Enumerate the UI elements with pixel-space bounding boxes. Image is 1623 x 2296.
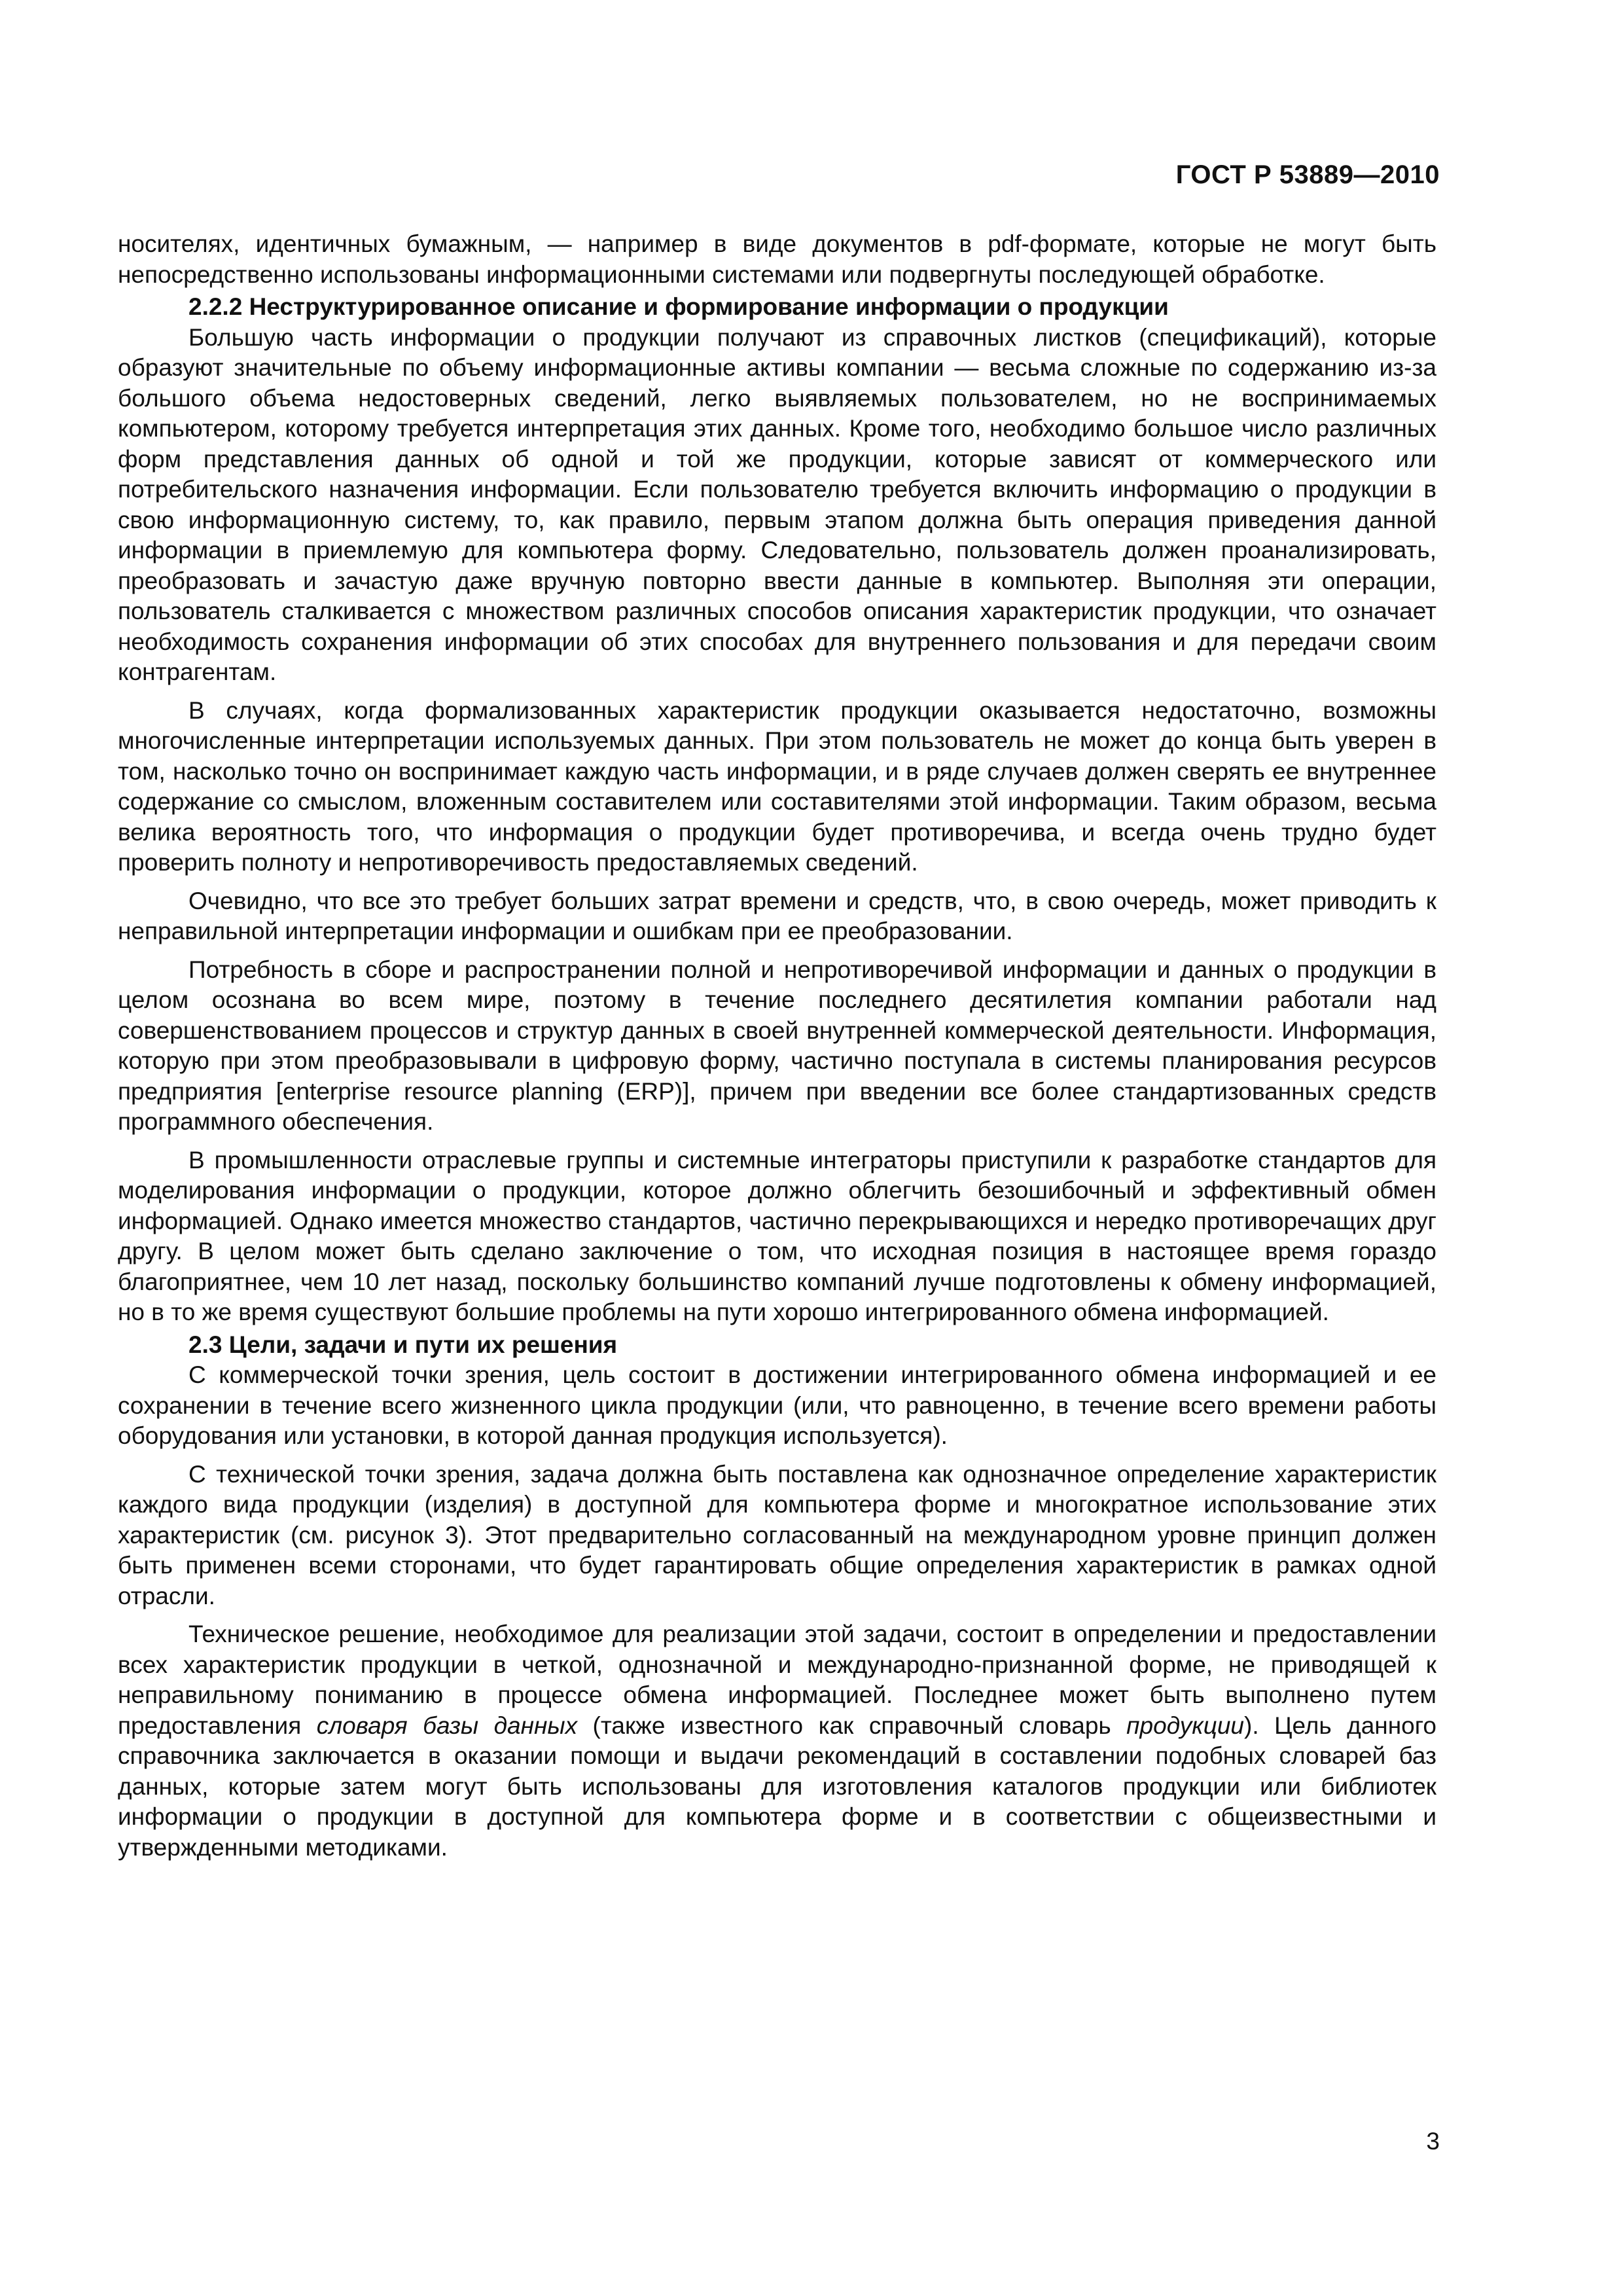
paragraph-text: (также известного как справочный словарь [577, 1712, 1127, 1739]
paragraph: Потребность в сборе и распространении полной и непротиворечивой информации и данных о продукции в целом осознана во всем мире, поэтому в течение последнего десятилетия компании работали над совершенствованием процессов и структур данных в своей внутренней коммерческой деятельности. Информация, которую при этом преобразовывали в цифровую форму, частично поступала в системы планирования ресурсов предприятия [enterprise resource planning (ERP)], причем при введении все более стандартизованных средств программного обеспечения. [118, 956, 1436, 1135]
paragraph-text: Техническое решение, необходимое для реализации этой задачи, состоит в определении и предоставлении всех характеристик продукции в четкой, однозначной и международно-признанной форме, не приводящей к неправильному пониманию в процессе обмена информацией. Последнее может быть выполнено путем предоставления [118, 1621, 1436, 1739]
paragraph: В промышленности отраслевые группы и системные интеграторы приступили к разработке стандартов для моделирования информации о продукции, которое должно облегчить безошибочный и эффективный обмен информацией. Однако имеется множество стандартов, частично перекрывающихся и нередко противоречащих друг другу. В целом может быть сделано заключение о том, что исходная позиция в настоящее время гораздо благоприятнее, чем 10 лет назад, поскольку большинство компаний лучше подготовлены к обмену информацией, но в то же время существуют большие проблемы на пути хорошо интегрированного обмена информацией. [118, 1146, 1436, 1325]
standard-header: ГОСТ Р 53889—2010 [1175, 160, 1440, 189]
section-heading: 2.3 Цели, задачи и пути их решения [188, 1331, 618, 1358]
italic-term: продукции [1126, 1712, 1245, 1739]
paragraph: носителях, идентичных бумажным, — например в виде документов в pdf-формате, которые не могут быть непосредственно использованы информационными системами или подвергнуты последующей обработке. [118, 230, 1436, 288]
paragraph: С коммерческой точки зрения, цель состоит в достижении интегрированного обмена информацией и ее сохранении в течение всего жизненного цикла продукции (или, что равноценно, в течение всего времени работы оборудования или установки, в которой данная продукция используется). [118, 1361, 1436, 1449]
document-body [118, 229, 1436, 1865]
paragraph: Большую часть информации о продукции получают из справочных листков (спецификаций), которые образуют значительные по объему информационные активы компании — весьма сложные по содержанию из-за большого объема недостоверных сведений, легко выявляемых пользователем, но не воспринимаемых компьютером, которому требуется интерпретация этих данных. Кроме того, необходимо большое число различных форм представления данных об одной и той же продукции, которые зависят от коммерческого или потребительского назначения информации. Если пользователю требуется включить информацию о продукции в свою информационную систему, то, как правило, первым этапом должна быть операция приведения данной информации в приемлемую для компьютера форму. Следовательно, пользователь должен проанализировать, преобразовать и зачастую даже вручную повторно ввести данные в компьютер. Выполняя эти операции, пользователь сталкивается с множеством различных способов описания характеристик продукции, что означает необходимость сохранения информации об этих способах для внутреннего пользования и для передачи своим контрагентам. [118, 323, 1436, 685]
paragraph [118, 1619, 1436, 1863]
section-heading: 2.2.2 Неструктурированное описание и формирование информации о продукции [188, 293, 1169, 320]
paragraph: С технической точки зрения, задача должна быть поставлена как однозначное определение характеристик каждого вида продукции (изделия) в доступной для компьютера форме и многократное использование этих характеристик (см. рисунок 3). Этот предварительно согласованный на международном уровне принцип должен быть применен всеми сторонами, что будет гарантировать общие определения характеристик в рамках одной отрасли. [118, 1460, 1436, 1609]
italic-term: словаря базы данных [316, 1712, 578, 1739]
paragraph: В случаях, когда формализованных характеристик продукции оказывается недостаточно, возможны многочисленные интерпретации используемых данных. При этом пользователь не может до конца быть уверен в том, насколько точно он воспринимает каждую часть информации, и в ряде случаев должен сверять ее внутреннее содержание со смыслом, вложенным составителем или составителями этой информации. Таким образом, весьма велика вероятность того, что информация о продукции будет противоречива, и всегда очень трудно будет проверить полноту и непротиворечивость предоставляемых сведений. [118, 696, 1436, 876]
paragraph-text: ). Цель данного справочника заключается в оказании помощи и выдачи рекомендаций в составлении подобных словарей баз данных, которые затем могут быть использованы для изготовления каталогов продукции или библиотек информации о продукции в доступной для компьютера форме и в соответствии с общеизвестными и утвержденными методиками. [118, 1712, 1436, 1861]
page-number: 3 [1426, 2128, 1440, 2155]
paragraph: Очевидно, что все это требует больших затрат времени и средств, что, в свою очередь, может приводить к неправильной интерпретации информации и ошибкам при ее преобразовании. [118, 887, 1436, 944]
